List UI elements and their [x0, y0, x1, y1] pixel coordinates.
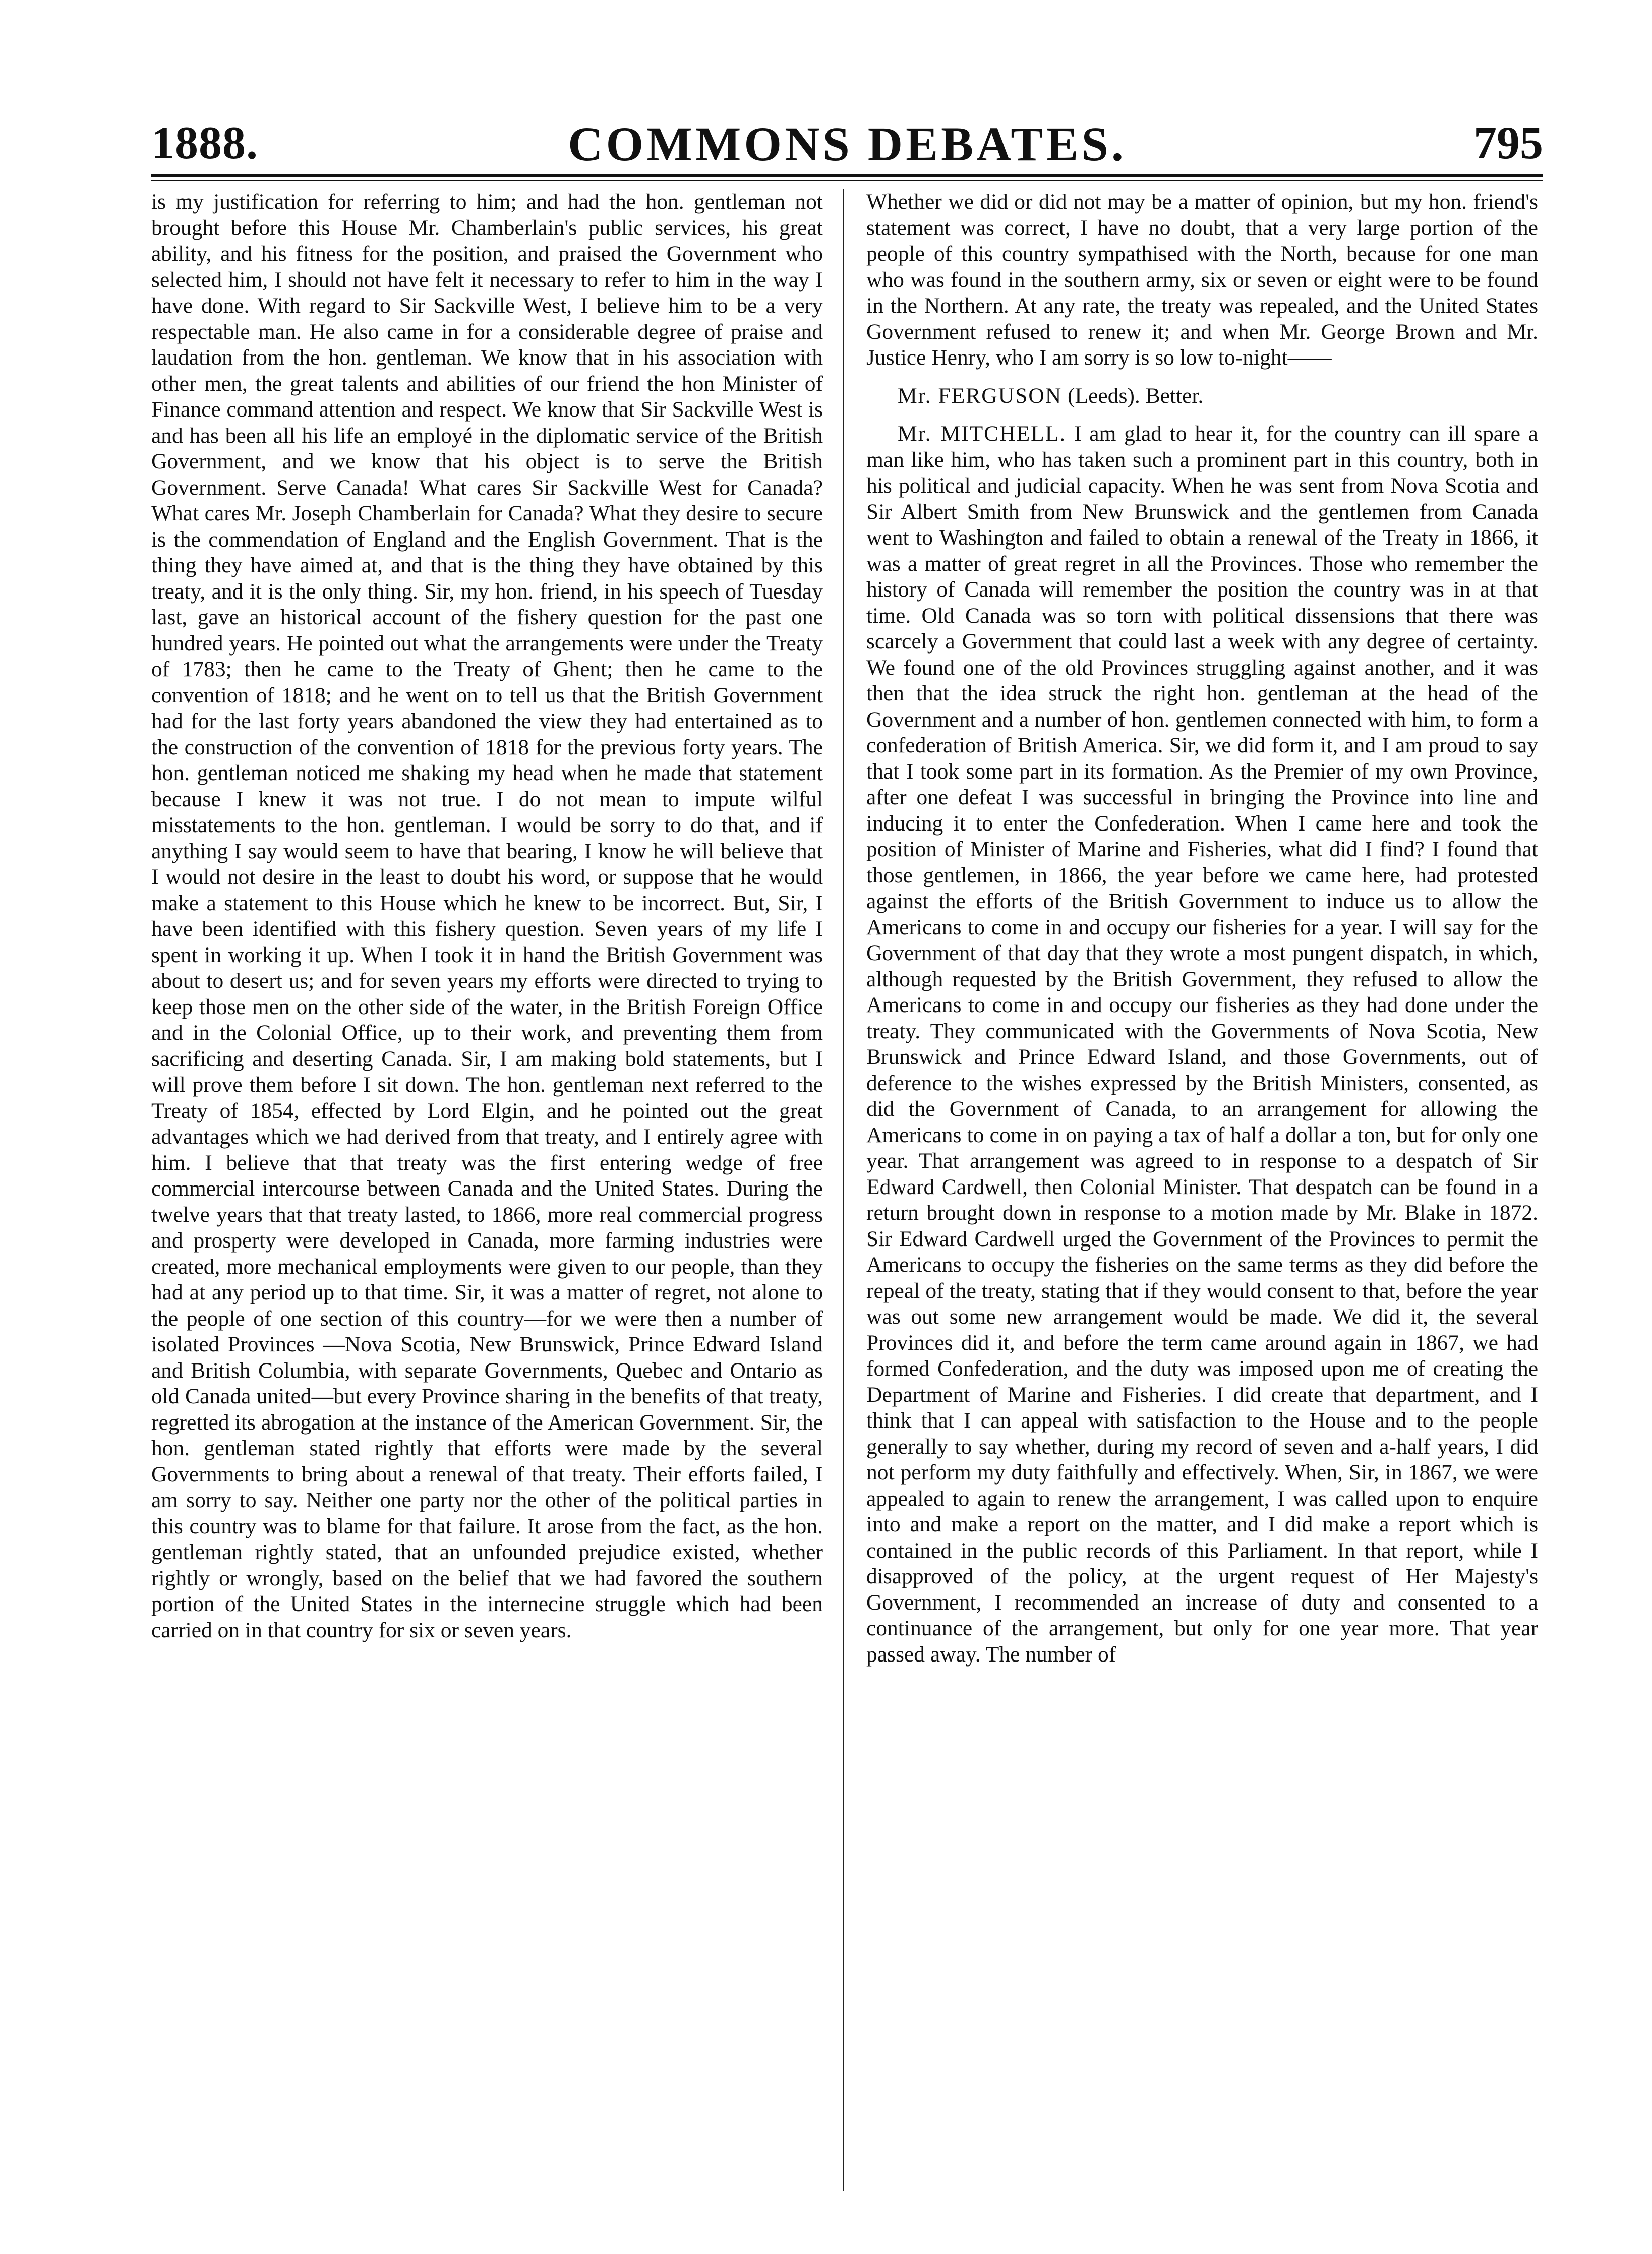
right-paragraph-mitchell — [866, 421, 1538, 1668]
mitchell-text: I am glad to hear it, for the country can ill spare a man like him, who has taken such a prominent part in this country, both in his political and judicial capacity. When he was sent from Nova Scotia and Sir Albert Smith from New Brunswick and the gentlemen from Canada went to Washington and failed to obtain a renewal of the Treaty in 1866, it was a matter of great regret in all the Provinces. Those who remember the history of Canada will remember the position the country was in at that time. Old Canada was so torn with political dissensions that there was scarcely a Government that could last a week with any degree of certainty. We found one of the old Provinces struggling against another, and it was then that the idea struck the right hon. gentleman at the head of the Government and a number of hon. gentlemen connected with him, to form a confederation of British America. Sir, we did form it, and I am proud to say that I took some part in its formation. As the Premier of my own Province, after one defeat I was successful in bringing the Province into line and inducing it to enter the Confederation. When I came here and took the position of Minister of Marine and Fisheries, what did I find? I found that those gentlemen, in 1866, the year before we came here, had protested against the efforts of the British Government to induce us to allow the Americans to come in and occupy our fisheries for a year. I will say for the Government of that day that they wrote a most pungent dispatch, in which, although requested by the British Government, they refused to allow the Americans to come in and occupy our fisheries as they had done under the treaty. They communicated with the Governments of Nova Scotia, New Brunswick and Prince Edward Island, and those Governments, out of deference to the wishes expressed by the British Ministers, consented, as did the Government of Canada, to an arrangement for allowing the Americans to come in on paying a tax of half a dollar a ton, but for only one year. That arrangement was agreed to in response to a despatch of Sir Edward Cardwell, then Colonial Minister. That despatch can be found in a return brought down in response to a motion made by Mr. Blake in 1872. Sir Edward Cardwell urged the Government of the Provinces to permit the Americans to occupy the fisheries on the same terms as they did before the repeal of the treaty, stating that if they would consent to that, before the year was out some new arrangement would be made. We did it, the several Provinces did it, and before the term came around again in 1867, we had formed Confederation, and the duty was imposed upon me of creating the Department of Marine and Fisheries. I did create that department, and I think that I can appeal with satisfaction to the House and to the people generally to say whether, during my record of seven and a-half years, I did not perform my duty faithfully and effectively. When, Sir, in 1867, we were appealed to again to renew the arrangement, I was called upon to enquire into and make a report on the matter, and I did make a report which is contained in the public records of this Parliament. In that report, while I disapproved of the policy, at the urgent request of Her Majesty's Government, I recommended an increase of duty and consented to a continuance of the arrangement, but only for one year more. That year passed away. The number of — [866, 422, 1538, 1667]
right-paragraph-ferguson — [866, 383, 1538, 409]
right-paragraph-1: Whether we did or did not may be a matter of opinion, but my hon. friend's statement was correct, I have no doubt, that a very large portion of the people of this country sympathised with the North, because for one man who was found in the southern army, six or seven or eight were to be found in the Northern. At any rate, the treaty was repealed, and the United States Government refused to renew it; and when Mr. George Brown and Mr. Justice Henry, who I am sorry is so low to-night—— — [866, 190, 1538, 370]
left-column — [151, 189, 823, 2191]
header-year: 1888. — [151, 117, 258, 168]
right-column — [866, 189, 1538, 2191]
header-rule-thick — [151, 174, 1543, 177]
header-rule-thin — [151, 180, 1543, 181]
speaker-ferguson: Mr. FERGUSON — [898, 383, 1063, 408]
page-header — [151, 116, 1543, 171]
speaker-mitchell: Mr. MITCHELL. — [898, 422, 1067, 446]
page-number: 795 — [1473, 117, 1543, 168]
left-paragraph-1: is my justification for referring to him; and had the hon. gentleman not brought before this House Mr. Chamberlain's public services, his great ability, and his fitness for the position, and praised the Government who selected him, I should not have felt it necessary to refer to him in the way I have done. With regard to Sir Sackville West, I believe him to be a very respectable man. He also came in for a considerable degree of praise and laudation from the hon. gentleman. We know that in his association with other men, the great talents and abilities of our friend the hon Minister of Finance command attention and respect. We know that Sir Sackville West is and has been all his life an employé in the diplomatic service of the British Government, and we know that his object is to serve the British Government. Serve Canada! What cares Sir Sackville West for Canada? What cares Mr. Joseph Chamberlain for Canada? What they desire to secure is the commendation of England and the English Government. That is the thing they have aimed at, and that is the thing they have obtained by this treaty, and it is the only thing. Sir, my hon. friend, in his speech of Tuesday last, gave an historical account of the fishery question for the past one hundred years. He pointed out what the arrangements were under the Treaty of 1783; then he came to the Treaty of Ghent; then he came to the convention of 1818; and he went on to tell us that the British Government had for the last forty years abandoned the view they had entertained as to the construction of the convention of 1818 for the previous forty years. The hon. gentleman noticed me shaking my head when he made that statement because I knew it was not true. I do not mean to impute wilful misstatements to the hon. gentleman. I would be sorry to do that, and if anything I say would seem to have that bearing, I know he will believe that I would not desire in the least to doubt his word, or suppose that he would make a statement to this House which he knew to be incorrect. But, Sir, I have been identified with this fishery question. Seven years of my life I spent in working it up. When I took it in hand the British Government was about to desert us; and for seven years my efforts were directed to trying to keep those men on the other side of the water, in the British Foreign Office and in the Colonial Office, up to their work, and preventing them from sacrificing and deserting Canada. Sir, I am making bold statements, but I will prove them before I sit down. The hon. gentleman next referred to the Treaty of 1854, effected by Lord Elgin, and he pointed out the great advantages which we had derived from that treaty, and I entirely agree with him. I believe that that treaty was the first entering wedge of free commercial intercourse between Canada and the United States. During the twelve years that that treaty lasted, to 1866, more real commercial progress and prosperty were developed in Canada, more farming industries were created, more mechanical employments were given to our people, than they had at any period up to that time. Sir, it was a matter of regret, not alone to the people of one section of this country—for we were then a number of isolated Provinces —Nova Scotia, New Brunswick, Prince Edward Island and British Columbia, with separate Governments, Quebec and Ontario as old Canada united—but every Province sharing in the benefits of that treaty, regretted its abrogation at the instance of the American Government. Sir, the hon. gentleman stated rightly that efforts were made by the several Governments to bring about a renewal of that treaty. Their efforts failed, I am sorry to say. Neither one party nor the other of the political parties in this country was to blame for that failure. It arose from the fact, as the hon. gentleman rightly stated, that an unfounded prejudice existed, whether rightly or wrongly, based on the belief that we had favored the southern portion of the United States in the internecine struggle which had been carried on in that country for six or seven years. — [151, 190, 823, 1642]
column-divider — [843, 189, 844, 2191]
ferguson-text: (Leeds). Better. — [1062, 383, 1204, 408]
header-title: COMMONS DEBATES. — [568, 117, 1127, 171]
document-page — [151, 0, 1543, 2254]
